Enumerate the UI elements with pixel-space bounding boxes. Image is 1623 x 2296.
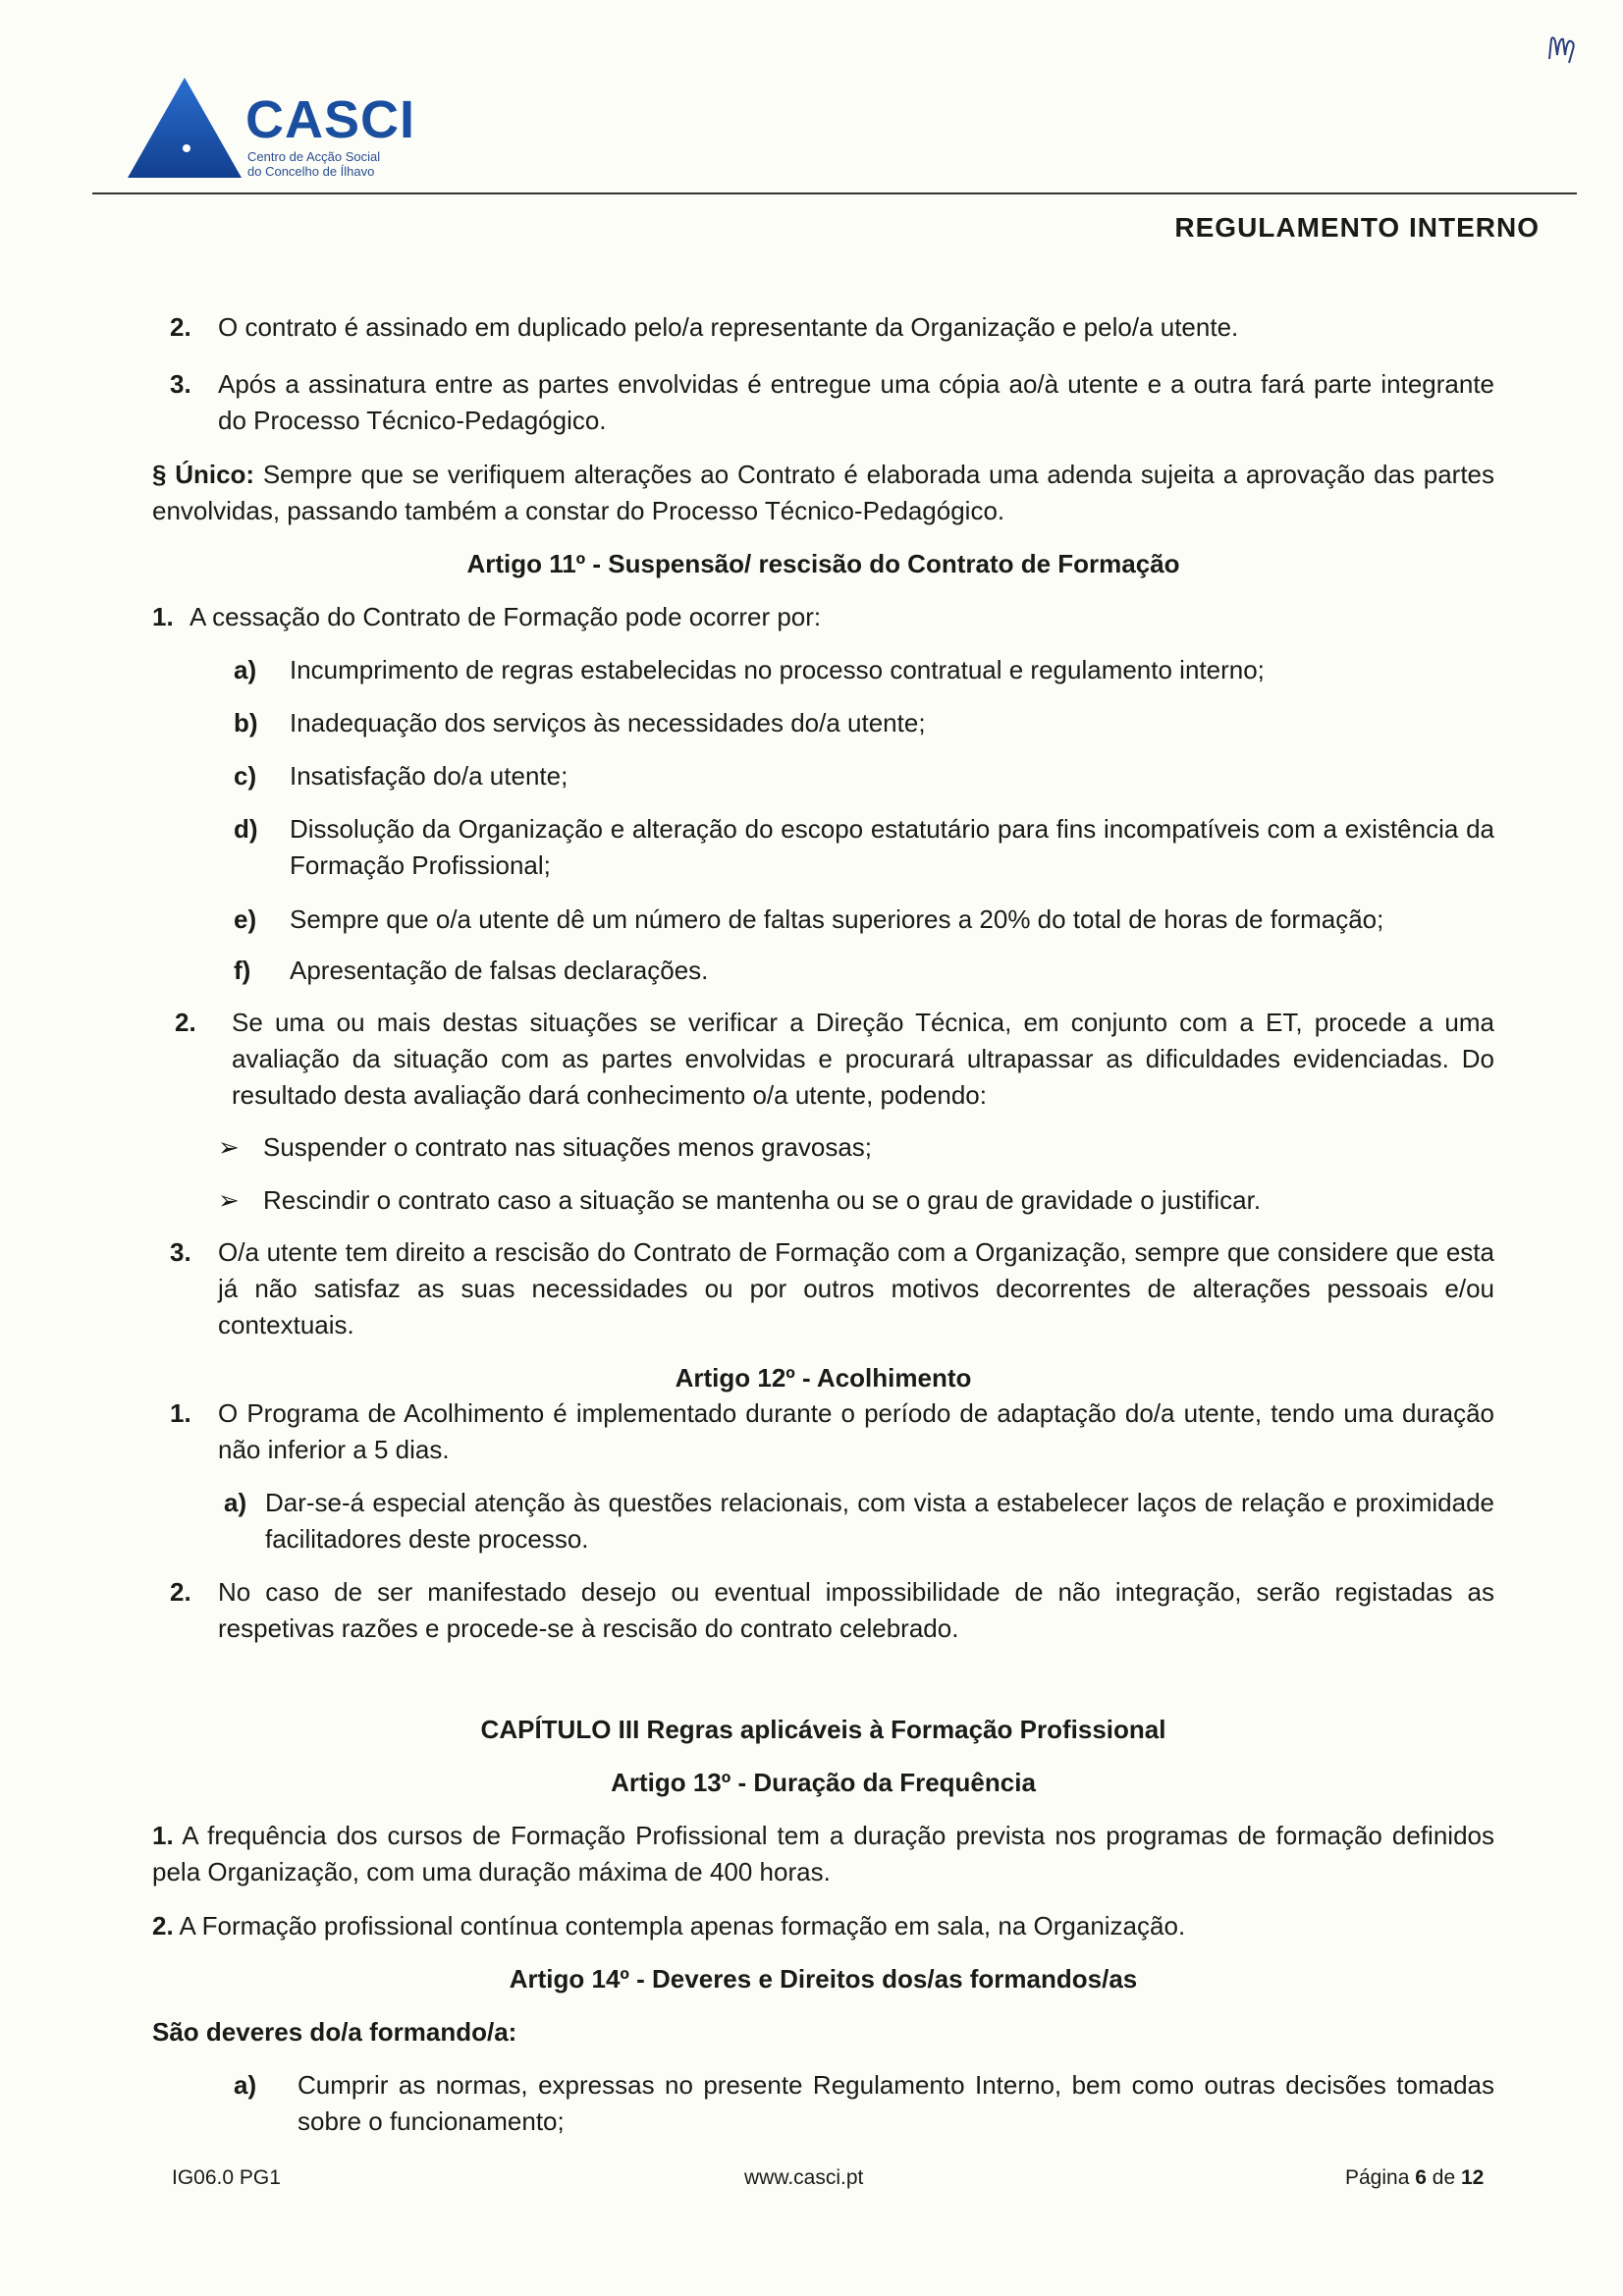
list-item: Incumprimento de regras estabelecidas no processo contratual e regulamento interno; [290, 655, 1265, 684]
paragraph: Se uma ou mais destas situações se verificar a Direção Técnica, em conjunto com a ET, procede a uma avaliação da situação com as partes envolvidas e procurará ultrapassar as dificuldades evidenciadas. Do resultado desta avaliação dará conhecimento o/a utente, podendo: [232, 1008, 1494, 1110]
list-letter: c) [234, 761, 257, 791]
bullet-item: Suspender o contrato nas situações menos gravosas; [263, 1132, 873, 1162]
list-letter: d) [234, 814, 258, 844]
item-number: 1. [170, 1398, 191, 1428]
list-letter: a) [234, 655, 257, 684]
paragraph [152, 1818, 1494, 1890]
page-prefix: Página [1345, 2166, 1410, 2189]
page-total: 12 [1460, 2166, 1485, 2189]
article-heading: Artigo 14º - Deveres e Direitos dos/as formandos/as [509, 1964, 1138, 1994]
duties-label: São deveres do/a formando/a: [152, 2017, 517, 2047]
footer-doc-code: IG06.0 PG1 [172, 2166, 281, 2189]
list-item: Dar-se-á especial atenção às questões relacionais, com vista a estabelecer laços de relação e proximidade facilitadores deste processo. [265, 1488, 1494, 1554]
item-number: 3. [170, 1237, 191, 1267]
paragraph: O Programa de Acolhimento é implementado durante o período de adaptação do/a utente, tendo uma duração não inferior a 5 dias. [218, 1398, 1494, 1464]
paragraph-unico [152, 457, 1494, 529]
page-of: de [1432, 2166, 1456, 2189]
brand-subtitle-2: do Concelho de Ílhavo [247, 164, 375, 179]
list-letter: e) [234, 904, 257, 934]
header-divider [92, 192, 1577, 194]
unico-label: § Único: [152, 460, 255, 489]
article-heading: Artigo 11º - Suspensão/ rescisão do Contrato de Formação [466, 549, 1180, 578]
list-item: Sempre que o/a utente dê um número de faltas superiores a 20% do total de horas de formação; [290, 904, 1384, 934]
paragraph: O/a utente tem direito a rescisão do Contrato de Formação com a Organização, sempre que considere que esta já não satisfaz as suas necessidades ou por outros motivos decorrentes de alterações pessoais e/ou contextuais. [218, 1237, 1494, 1339]
casci-logo-icon [126, 74, 243, 182]
footer-page-number [1345, 2165, 1484, 2191]
page-current: 6 [1415, 2166, 1427, 2189]
brand-subtitle-1: Centro de Acção Social [247, 149, 381, 164]
list-letter: a) [224, 1488, 247, 1517]
list-item: Insatisfação do/a utente; [290, 761, 568, 791]
unico-text: Sempre que se verifiquem alterações ao Contrato é elaborada uma adenda sujeita a aprovação das partes envolvidas, passando também a constar do Processo Técnico-Pedagógico. [152, 460, 1494, 525]
paragraph [152, 1908, 1494, 1944]
chapter-heading: CAPÍTULO III Regras aplicáveis à Formação Profissional [480, 1715, 1166, 1744]
item-number: 1. [152, 602, 174, 631]
list-item: Dissolução da Organização e alteração do escopo estatutário para fins incompatíveis com a existência da Formação Profissional; [290, 814, 1494, 880]
list-letter: f) [234, 956, 251, 985]
item-number: 2. [152, 1911, 174, 1941]
document-title: REGULAMENTO INTERNO [1174, 212, 1540, 243]
paragraph: A cessação do Contrato de Formação pode ocorrer por: [189, 602, 822, 631]
list-item: Inadequação dos serviços às necessidades do/a utente; [290, 708, 926, 738]
footer-website: www.casci.pt [744, 2166, 864, 2189]
list-letter: a) [234, 2070, 257, 2100]
brand-name: CASCI [245, 90, 416, 149]
article-heading: Artigo 12º - Acolhimento [675, 1363, 972, 1393]
item-number: 1. [152, 1821, 174, 1850]
item-number: 2. [170, 312, 191, 342]
list-item: Cumprir as normas, expressas no presente Regulamento Interno, bem como outras decisões tomadas sobre o funcionamento; [298, 2070, 1494, 2136]
paragraph: O contrato é assinado em duplicado pelo/a representante da Organização e pelo/a utente. [218, 312, 1239, 342]
handwritten-initials-icon [1545, 29, 1585, 69]
bullet-arrow-icon: ➢ [218, 1185, 240, 1215]
item-number: 2. [175, 1008, 196, 1037]
paragraph: Após a assinatura entre as partes envolvidas é entregue uma cópia ao/à utente e a outra fará parte integrante do Processo Técnico-Pedagógico. [218, 369, 1494, 435]
list-letter: b) [234, 708, 258, 738]
paragraph-text: A frequência dos cursos de Formação Profissional tem a duração prevista nos programas de formação definidos pela Organização, com uma duração máxima de 400 horas. [152, 1821, 1494, 1886]
item-number: 2. [170, 1577, 191, 1607]
list-item: Apresentação de falsas declarações. [290, 956, 709, 985]
paragraph-text: A Formação profissional contínua contempla apenas formação em sala, na Organização. [179, 1911, 1186, 1941]
item-number: 3. [170, 369, 191, 399]
paragraph: No caso de ser manifestado desejo ou eventual impossibilidade de não integração, serão registadas as respetivas razões e procede-se à rescisão do contrato celebrado. [218, 1577, 1494, 1643]
article-heading: Artigo 13º - Duração da Frequência [611, 1768, 1036, 1797]
bullet-item: Rescindir o contrato caso a situação se mantenha ou se o grau de gravidade o justificar. [263, 1185, 1262, 1215]
bullet-arrow-icon: ➢ [218, 1132, 240, 1162]
